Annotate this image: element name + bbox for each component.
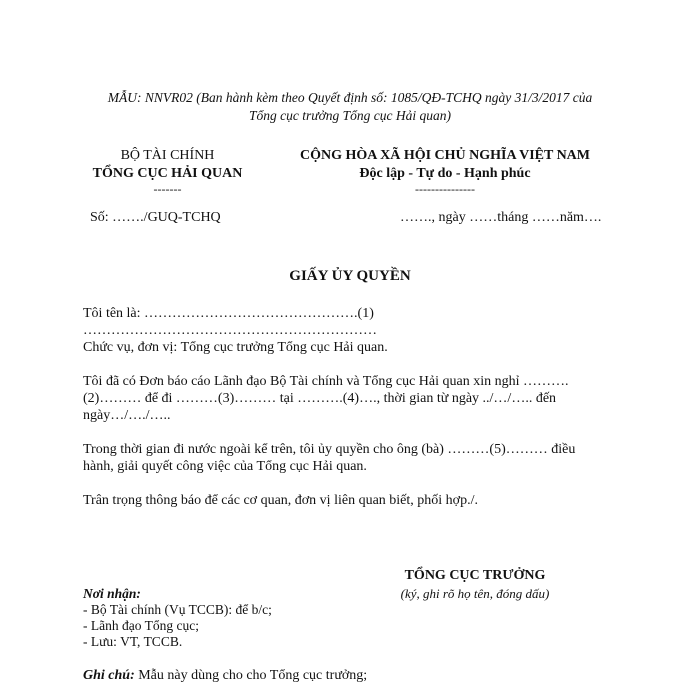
- recipients-block: [83, 586, 272, 650]
- document-number: Số: ……./GUQ-TCHQ: [90, 210, 221, 225]
- form-reference-line-2: Tổng cục trưởng Tổng cục Hải quan): [248, 108, 452, 123]
- paragraph-closing: Trân trọng thông báo để các cơ quan, đơn vị liên quan biết, phối hợp./.: [83, 493, 478, 508]
- note-line: [83, 668, 367, 684]
- recipient-item: - Bộ Tài chính (Vụ TCCB): để b/c;: [83, 602, 272, 617]
- paragraph-leave-request: [83, 373, 603, 424]
- leave-request-line-1: Tôi đã có Đơn báo cáo Lãnh đạo Bộ Tài chính và Tổng cục Hải quan xin nghỉ ……….: [83, 374, 569, 389]
- authorization-line-1: Trong thời gian đi nước ngoài kể trên, tôi ủy quyền cho ông (bà) ………(5)……… điều: [83, 442, 576, 457]
- paragraph-position: Chức vụ, đơn vị: Tổng cục trưởng Tổng cục Hải quan.: [83, 340, 388, 355]
- ministry-name: BỘ TÀI CHÍNH: [120, 148, 215, 163]
- document-title: GIẤY ỦY QUYỀN: [289, 268, 411, 284]
- form-reference-line-1: MẪU: NNVR02 (Ban hành kèm theo Quyết định số: 1085/QĐ-TCHQ ngày 31/3/2017 của: [107, 90, 593, 105]
- recipient-item: - Lãnh đạo Tổng cục;: [83, 618, 199, 633]
- leave-request-line-2: (2)……… để đi ………(3)……… tại ……….(4)…., thời gian từ ngày ../…/….. đến: [83, 391, 557, 406]
- paragraph-name: Tôi tên là: ……………………………………….(1) ………………………………………………………: [83, 306, 377, 338]
- left-header: [80, 148, 255, 198]
- country-name: CỘNG HÒA XÃ HỘI CHỦ NGHĨA VIỆT NAM: [299, 148, 590, 163]
- right-header: [270, 148, 620, 198]
- authorization-line-2: hành, giải quyết công việc của Tổng cục Hải quan.: [83, 459, 367, 474]
- recipients-label: Nơi nhận:: [83, 586, 141, 601]
- department-name: TỔNG CỤC HẢI QUAN: [92, 166, 243, 181]
- signature-note: (ký, ghi rõ họ tên, đóng dấu): [400, 586, 550, 601]
- note-label: Ghi chú:: [83, 668, 135, 683]
- left-separator: -------: [153, 182, 182, 196]
- note-text: Mẫu này dùng cho cho Tổng cục trưởng;: [134, 668, 368, 683]
- right-separator: ---------------: [415, 182, 475, 196]
- signature-block: [370, 568, 580, 602]
- date-line: ……., ngày ……tháng ……năm….: [400, 210, 602, 225]
- signature-title: TỔNG CỤC TRƯỞNG: [404, 568, 546, 583]
- national-motto: Độc lập - Tự do - Hạnh phúc: [359, 166, 531, 181]
- recipients-list: [83, 602, 272, 650]
- paragraph-authorization: [83, 441, 603, 475]
- recipient-item: - Lưu: VT, TCCB.: [83, 634, 183, 649]
- leave-request-line-3: ngày…/…./…..: [83, 408, 171, 423]
